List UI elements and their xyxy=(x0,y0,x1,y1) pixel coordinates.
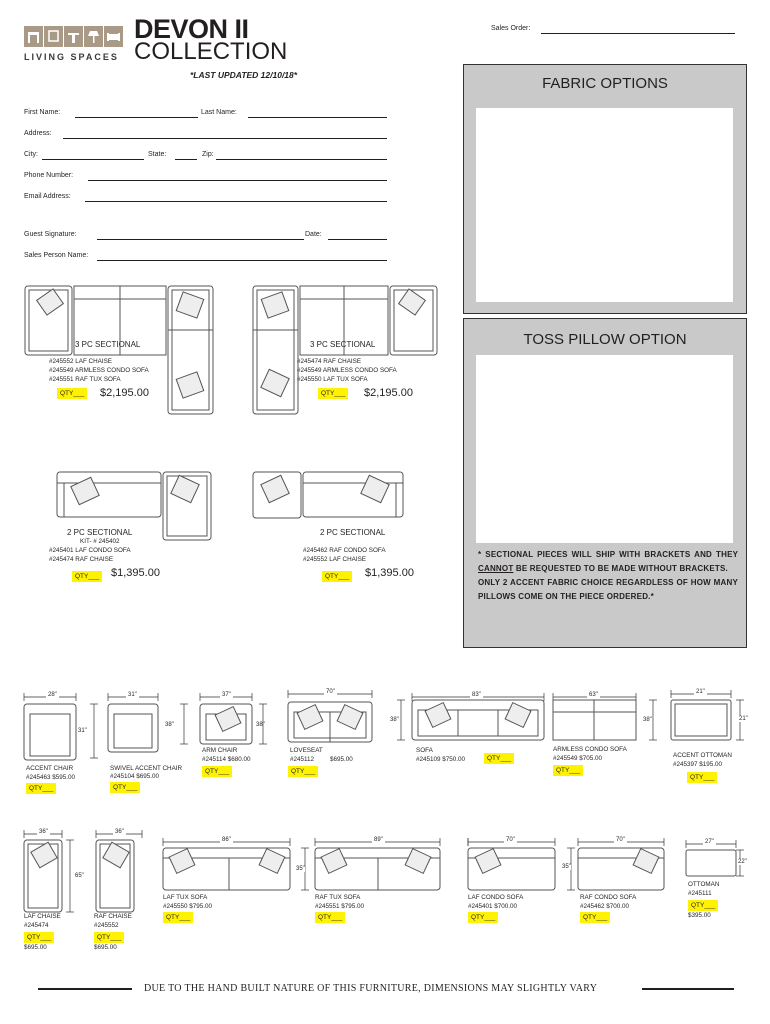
loveseat-width: 70" xyxy=(326,689,335,695)
email-label: Email Address: xyxy=(24,193,71,200)
laf-chaise-price: $695.00 xyxy=(24,944,47,951)
first-name-label: First Name: xyxy=(24,109,61,116)
raf-tux-sku: #245551 $795.00 xyxy=(315,903,365,910)
accent-chair-sku: #245463 $595.00 xyxy=(26,774,76,781)
collection-title: DEVON II xyxy=(134,14,249,44)
raf-chaise-name: RAF CHAISE xyxy=(94,913,132,920)
sectional-4-qty[interactable]: QTY___ xyxy=(322,571,352,582)
swivel-chair-qty[interactable]: QTY___ xyxy=(110,782,140,793)
laf-tux-sku: #245550 $795.00 xyxy=(163,903,213,910)
raf-chaise-sku: #245552 xyxy=(94,922,119,929)
raf-condo-width: 70" xyxy=(616,837,625,843)
sales-person-label: Sales Person Name: xyxy=(24,252,89,259)
laf-chaise-sku: #245474 xyxy=(24,922,49,929)
armless-condo-name: ARMLESS CONDO SOFA xyxy=(553,746,627,753)
raf-tux-name: RAF TUX SOFA xyxy=(315,894,361,901)
accent-ottoman-qty[interactable]: QTY___ xyxy=(687,772,717,783)
laf-condo-sku: #245401 $700.00 xyxy=(468,903,518,910)
footer-rule-left xyxy=(38,988,132,990)
raf-chaise-qty[interactable]: QTY___ xyxy=(94,932,124,943)
raf-tux-depth: 35" xyxy=(296,866,305,872)
sectional-1-line-2: #245549 ARMLESS CONDO SOFA xyxy=(49,367,149,374)
ottoman-name: OTTOMAN xyxy=(688,881,720,888)
ottoman-sku: #245111 xyxy=(688,890,712,897)
swivel-chair-name: SWIVEL ACCENT CHAIR xyxy=(110,765,183,772)
ottoman-depth: 22" xyxy=(738,859,747,865)
ottoman-qty[interactable]: QTY___ xyxy=(688,900,718,911)
sofa-qty[interactable]: QTY___ xyxy=(484,753,514,764)
arm-chair-width: 37" xyxy=(222,692,231,698)
laf-tux-name: LAF TUX SOFA xyxy=(163,894,208,901)
arm-chair-sku: #245114 $680.00 xyxy=(202,756,251,763)
sectional-4-line-2: #245552 LAF CHAISE xyxy=(303,556,367,563)
ottoman-price: $395.00 xyxy=(688,912,711,919)
sectional-3-line-1: KIT- # 245402 xyxy=(80,538,120,545)
accent-chair-qty[interactable]: QTY___ xyxy=(26,783,56,794)
sectional-2-line-3: #245550 LAF TUX SOFA xyxy=(297,376,368,383)
last-name-label: Last Name: xyxy=(201,109,237,116)
laf-condo-name: LAF CONDO SOFA xyxy=(468,894,524,901)
toss-pillow-title: TOSS PILLOW OPTION xyxy=(523,331,687,348)
phone-label: Phone Number: xyxy=(24,172,74,179)
laf-chaise-width: 36" xyxy=(39,829,48,835)
raf-tux-width: 89" xyxy=(374,837,383,843)
loveseat-name: LOVESEAT xyxy=(290,747,323,754)
laf-tux-qty[interactable]: QTY___ xyxy=(163,912,193,923)
loveseat-price: $695.00 xyxy=(330,756,353,763)
sectional-4-line-1: #245462 RAF CONDO SOFA xyxy=(303,547,386,554)
raf-condo-qty[interactable]: QTY___ xyxy=(580,912,610,923)
zip-label: Zip: xyxy=(202,151,214,158)
sales-order-label: Sales Order: xyxy=(491,25,531,32)
laf-chaise-name: LAF CHAISE xyxy=(24,913,61,920)
accent-ottoman-sku: #245397 $195.00 xyxy=(673,761,723,768)
collection-subtitle: COLLECTION xyxy=(134,38,288,65)
swivel-chair-depth: 31" xyxy=(78,728,87,734)
armless-condo-width: 63" xyxy=(589,692,598,698)
date-label: Date: xyxy=(305,231,322,238)
sectional-note: * SECTIONAL PIECES WILL SHIP WITH BRACKETS AND THEY CANNOT BE REQUESTED TO BE MADE WITHOUT BRACKETS. ONLY 2 ACCENT FABRIC CHOICE REGARDLESS OF HOW MANY PILLOWS COME ON THE PIECE ORDERED.* xyxy=(478,550,738,601)
sectional-3-line-2: #245401 LAF CONDO SOFA xyxy=(49,547,131,554)
sectional-1-price: $2,195.00 xyxy=(100,387,149,399)
laf-chaise-qty[interactable]: QTY___ xyxy=(24,932,54,943)
sofa-depth: 38" xyxy=(390,717,399,723)
sectional-1-line-3: #245551 RAF TUX SOFA xyxy=(49,376,121,383)
raf-chaise-width: 36" xyxy=(115,829,124,835)
laf-condo-width: 70" xyxy=(506,837,515,843)
accent-ottoman-depth: 21" xyxy=(739,716,748,722)
address-label: Address: xyxy=(24,130,52,137)
swivel-chair-sku: #245104 $695.00 xyxy=(110,773,160,780)
sectional-4-title: 2 PC SECTIONAL xyxy=(320,528,386,537)
sectional-1-qty[interactable]: QTY___ xyxy=(57,388,87,399)
fabric-options-title: FABRIC OPTIONS xyxy=(542,75,668,92)
signature-label: Guest Signature: xyxy=(24,231,77,238)
state-label: State: xyxy=(148,151,167,158)
laf-condo-qty[interactable]: QTY___ xyxy=(468,912,498,923)
armless-condo-sku: #245549 $705.00 xyxy=(553,755,603,762)
armless-condo-qty[interactable]: QTY___ xyxy=(553,765,583,776)
sofa-width: 83" xyxy=(472,692,481,698)
accent-ottoman-width: 21" xyxy=(696,689,705,695)
sectional-2-price: $2,195.00 xyxy=(364,387,413,399)
sectional-3-price: $1,395.00 xyxy=(111,567,160,579)
arm-chair-depth-right: 38" xyxy=(256,722,265,728)
footer-disclaimer: DUE TO THE HAND BUILT NATURE OF THIS FURNITURE, DIMENSIONS MAY SLIGHTLY VARY xyxy=(144,983,598,994)
loveseat-sku: #245112 xyxy=(290,756,315,763)
sectional-3-title: 2 PC SECTIONAL xyxy=(67,528,133,537)
accent-chair-width: 28" xyxy=(48,692,57,698)
loveseat-qty[interactable]: QTY___ xyxy=(288,766,318,777)
brand-name: LIVING SPACES xyxy=(24,52,119,62)
sofa-name: SOFA xyxy=(416,747,433,754)
last-updated: *LAST UPDATED 12/10/18* xyxy=(190,70,298,80)
accent-chair-name: ACCENT CHAIR xyxy=(26,765,74,772)
sectional-2-line-1: #245474 RAF CHAISE xyxy=(297,358,362,365)
swivel-chair-width: 31" xyxy=(128,692,137,698)
raf-tux-qty[interactable]: QTY___ xyxy=(315,912,345,923)
sectional-2-title: 3 PC SECTIONAL xyxy=(310,340,376,349)
ottoman-width: 27" xyxy=(705,839,714,845)
arm-chair-qty[interactable]: QTY___ xyxy=(202,766,232,777)
sectional-1-line-1: #245552 LAF CHAISE xyxy=(49,358,113,365)
sectional-1-title: 3 PC SECTIONAL xyxy=(75,340,141,349)
sofa-sku: #245109 $750.00 xyxy=(416,756,466,763)
armless-condo-depth: 38" xyxy=(643,717,652,723)
laf-chaise-depth: 65" xyxy=(75,873,84,879)
laf-tux-width: 86" xyxy=(222,837,231,843)
laf-condo-depth: 35" xyxy=(562,864,571,870)
sectional-3-line-3: #245474 RAF CHAISE xyxy=(49,556,114,563)
city-label: City: xyxy=(24,151,38,158)
raf-condo-name: RAF CONDO SOFA xyxy=(580,894,637,901)
arm-chair-depth-left: 38" xyxy=(165,722,174,728)
sectional-3-qty[interactable]: QTY___ xyxy=(72,571,102,582)
accent-ottoman-name: ACCENT OTTOMAN xyxy=(673,752,732,759)
footer-rule-right xyxy=(642,988,734,990)
raf-condo-sku: #245462 $700.00 xyxy=(580,903,630,910)
sectional-2-line-2: #245549 ARMLESS CONDO SOFA xyxy=(297,367,397,374)
arm-chair-name: ARM CHAIR xyxy=(202,747,238,754)
sectional-4-price: $1,395.00 xyxy=(365,567,414,579)
raf-chaise-price: $695.00 xyxy=(94,944,117,951)
sectional-2-qty[interactable]: QTY___ xyxy=(318,388,348,399)
